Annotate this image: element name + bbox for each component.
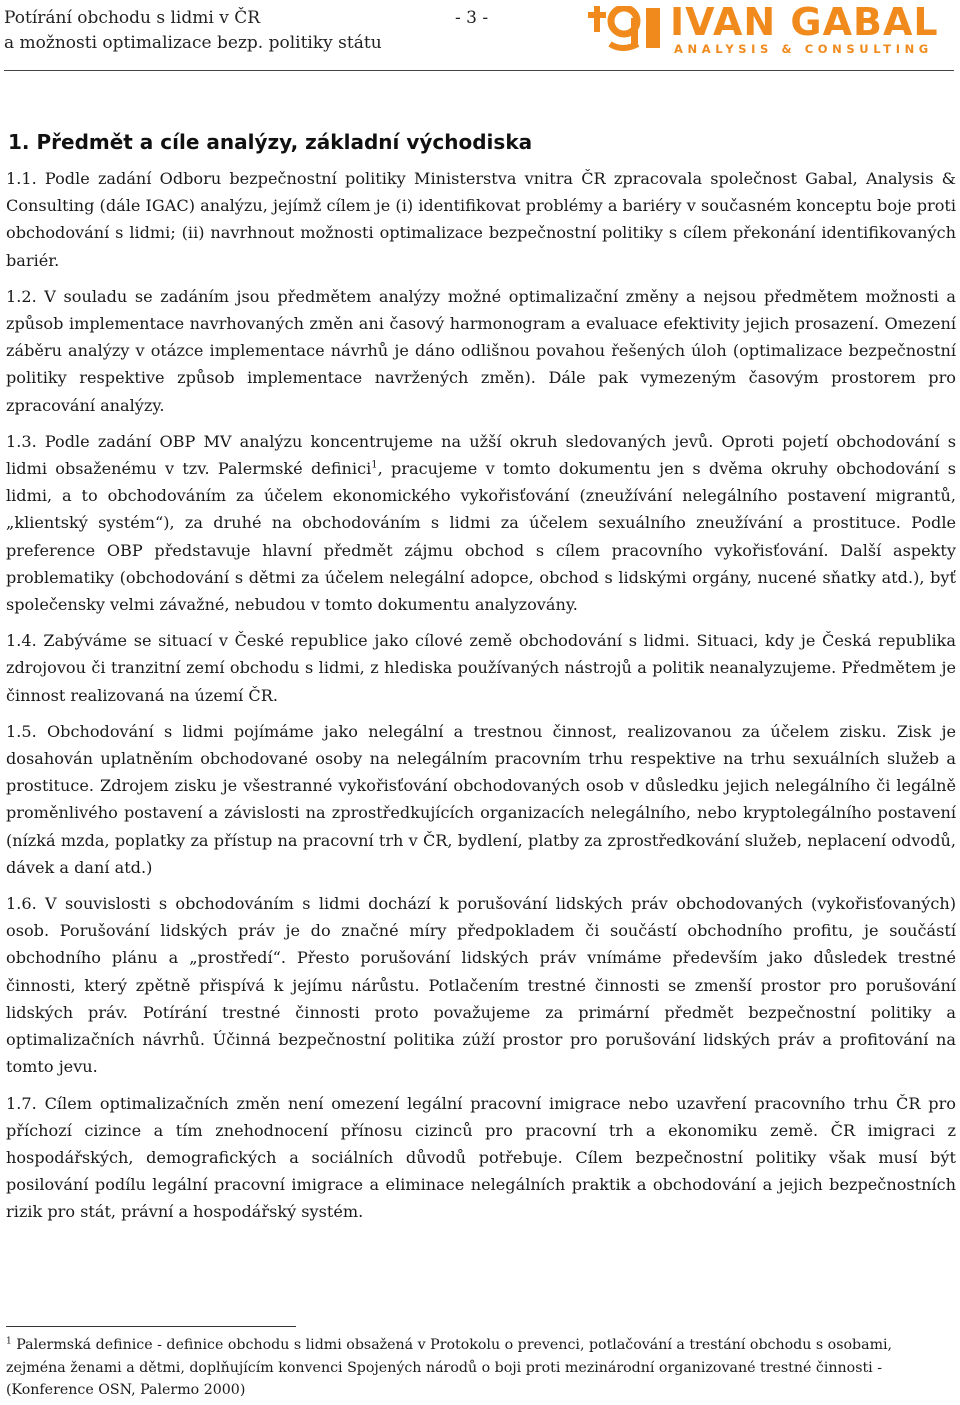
logo-brand-text: IVAN GABAL (670, 0, 939, 44)
logo-mark-icon (588, 6, 662, 52)
company-logo (588, 0, 950, 56)
paragraph-1-5: 1.5. Obchodování s lidmi pojímáme jako nelegální a trestnou činnost, realizovanou za účelem zisku. Zisk je dosahován uplatněním obchodované osoby na nelegálním pracovním trhu respektive na trhu sexuálních služeb a prostituce. Zdrojem zisku je všestranné vykořisťování obchodovaných osob v důsledku jejich nelegálního či legálně proměnlivého postavení a závislosti na zprostředkujících organizacích nelegálního, nebo kryptolegálního postavení (nízká mzda, poplatky za přístup na pracovní trh v ČR, bydlení, platby za zprostředkování služeb, neplacení odvodů, dávek a daní atd.) (6, 721, 956, 877)
paragraph-1-2: 1.2. V souladu se zadáním jsou předmětem analýzy možné optimalizační změny a nejsou předmětem možnosti a způsob implementace navrhovaných změn ani časový harmonogram a evaluace efektivity jejich prosazení. Omezení záběru analýzy v otázce implementace návrhů je dáno odlišnou povahou řešených úloh (optimalizace bezpečnostní politiky respektive způsob implementace navržených změn). Dále pak vymezeným časovým prostorem pro zpracování analýzy. (6, 286, 956, 415)
paragraph-1-4: 1.4. Zabýváme se situací v České republice jako cílové země obchodování s lidmi. Situaci, kdy je Česká republika zdrojovou či tranzitní zemí obchodu s lidmi, z hlediska používaných nástrojů a politik neanalyzujeme. Předmětem je činnost realizovaná na území ČR. (6, 631, 956, 705)
footnote-mark: 1 (6, 1336, 12, 1347)
logo-tagline: ANALYSIS & CONSULTING (674, 42, 933, 56)
paragraph-1-3-part-a: 1.3. Podle zadání OBP MV analýzu koncentrujeme na užší okruh sledovaných jevů. Oproti pojetí obchodování s lidmi obsaženému v tzv. Palermské definici (6, 431, 956, 479)
footnote-divider (6, 1326, 296, 1327)
footnote-reference[interactable]: 1 (371, 459, 378, 471)
page-number: - 3 - (455, 8, 489, 28)
paragraph-1-1: 1.1. Podle zadání Odboru bezpečnostní politiky Ministerstva vnitra ČR zpracovala společnost Gabal, Analysis & Consulting (dále IGAC) analýzu, jejímž cílem je (i) identifikovat problémy a bariéry v současném konceptu boje proti obchodování s lidmi; (ii) navrhnout možnosti optimalizace bezpečnostní politiky s cílem překonání identifikovaných bariér. (6, 169, 956, 270)
section-heading: 1. Předmět a cíle analýzy, základní východiska (8, 130, 533, 154)
running-header-title (4, 6, 382, 56)
paragraph-1-3 (6, 428, 956, 618)
header-title-line-2: a možnosti optimalizace bezp. politiky státu (4, 33, 382, 53)
paragraph-1-3-part-b: , pracujeme v tomto dokumentu jen s dvěma okruhy obchodování s lidmi, a to obchodováním za účelem ekonomického vykořisťování (zneužívání nelegálního postavení migrantů, „klientský systém“), za druhé na obchodováním s lidmi za účelem sexuálního zneužívání a prostituce. Podle preference OBP představuje hlavní předmět zájmu obchod s cílem pracovního vykořisťování. Další aspekty problematiky (obchodování s dětmi za účelem nelegální adopce, obchod s lidskými orgány, nucené sňatky atd.), byť společensky velmi závažné, nebudou v tomto dokumentu analyzovány. (6, 459, 956, 615)
paragraph-1-6: 1.6. V souvislosti s obchodováním s lidmi dochází k porušování lidských práv obchodovaných (vykořisťovaných) osob. Porušování lidských práv je do značné míry předpokladem či součástí obchodního profitu, je součástí obchodního plánu a „prostředí“. Přesto porušování lidských práv vnímáme především jako důsledek trestné činnosti, který zpětně přispívá k jejímu nárůstu. Potlačením trestné činnosti se zmenší prostor pro porušování lidských práv. Potírání trestné činnosti proto považujeme za primární předmět bezpečnostní politiky a optimalizačních návrhů. Účinná bezpečnostní politika zúží prostor pro porušování lidských práv a profitování na tomto jevu. (6, 894, 956, 1077)
header-title-line-1: Potírání obchodu s lidmi v ČR (4, 8, 261, 28)
paragraph-1-7: 1.7. Cílem optimalizačních změn není omezení legální pracovní imigrace nebo uzavření pracovního trhu ČR pro příchozí cizince a tím znehodnocení přínosu cizinců pro pracovní trh a ekonomiku země. ČR imigraci z hospodářských, demografických a sociálních důvodů potřebuje. Cílem bezpečnostní politiky však musí být posilování podílu legální pracovní imigrace a eliminace nelegálních praktik a obchodování a jejich bezpečnostních rizik pro stát, právní a hospodářský systém. (6, 1093, 956, 1222)
footnote-text: Palermská definice - definice obchodu s lidmi obsažená v Protokolu o prevenci, potlačování a trestání obchodu s osobami, zejména ženami a dětmi, doplňujícím konvenci Spojených národů o boji proti mezinárodní organizované trestné činnosti - (Konference OSN, Palermo 2000) (6, 1337, 893, 1398)
footnote (6, 1334, 956, 1402)
body-text (6, 165, 956, 1235)
header-divider (4, 70, 954, 71)
